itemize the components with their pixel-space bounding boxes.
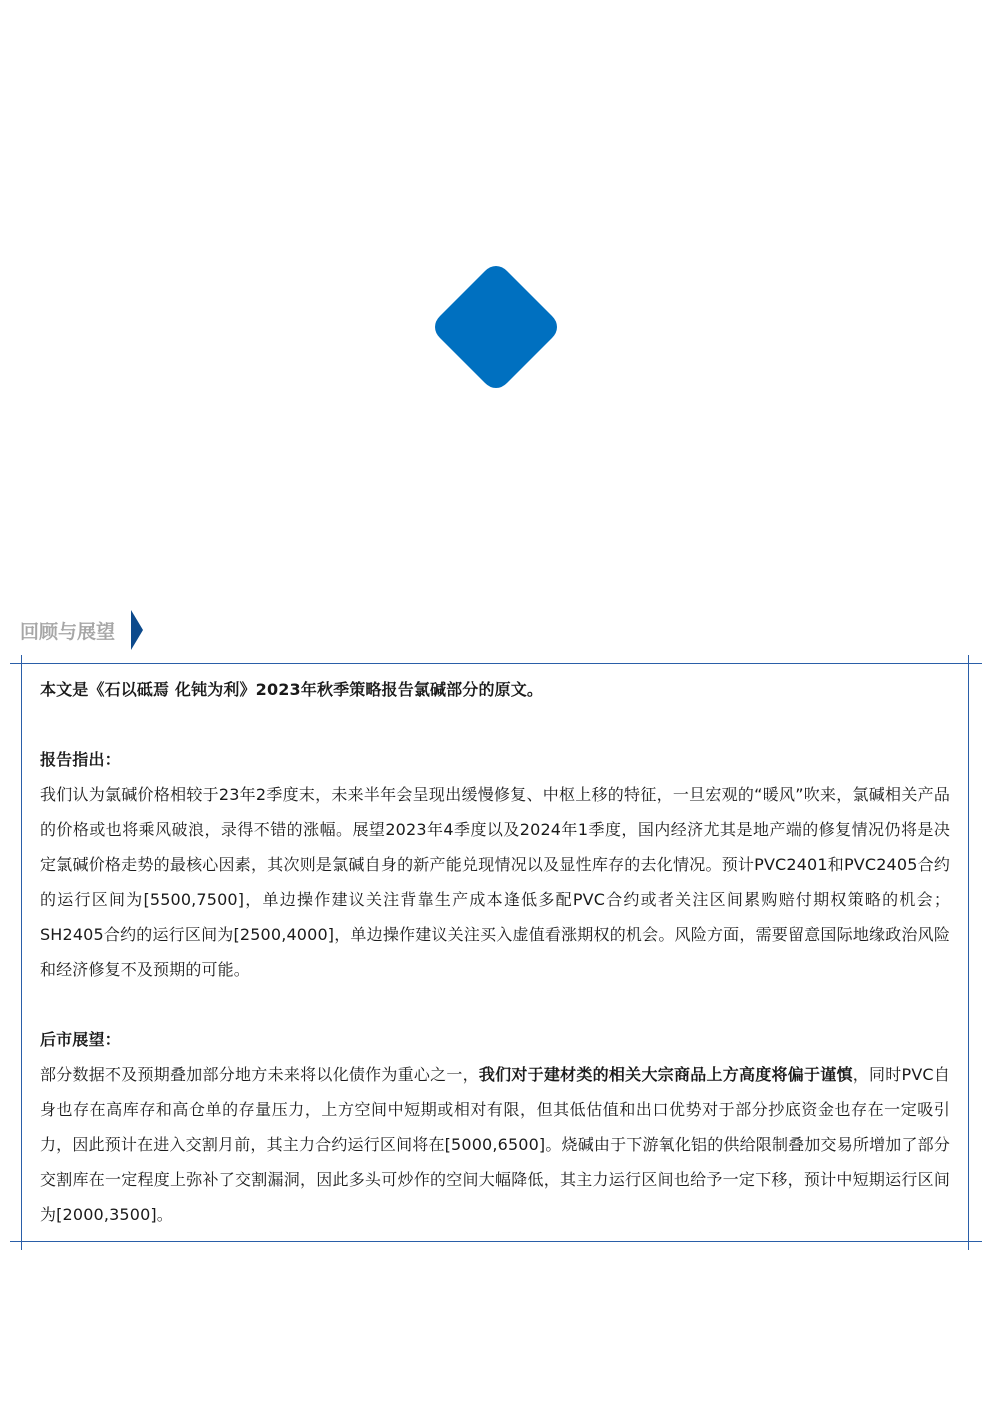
diamond-logo-icon [431,262,561,392]
section-title: 回顾与展望 [20,620,116,643]
outlook-heading: 后市展望： [40,1030,121,1049]
paragraph-gap [40,707,950,742]
frame-right-line [968,655,969,1250]
frame-bottom-line [10,1241,982,1242]
chevron-right-icon [131,610,143,650]
report-content [40,672,950,1232]
frame-left-line [21,655,22,1250]
outlook-body-part-2: ，同时PVC自身也存在高库存和高仓单的存量压力，上方空间中短期或相对有限，但其低估值和出口优势对于部分抄底资金也存在一定吸引力，因此预计在进入交割月前，其主力合约运行区间将在[5000,6500]。烧碱由于下游氧化铝的供给限制叠加交易所增加了部分交割库在一定程度上弥补了交割漏洞，因此多头可炒作的空间大幅降低，其主力运行区间也给予一定下移，预计中短期运行区间为[2000,3500]。 [40,1065,951,1224]
outlook-body [40,1057,950,1232]
section-header [20,610,143,650]
report-heading: 报告指出： [40,750,121,769]
outlook-body-part-1: 部分数据不及预期叠加部分地方未来将以化债作为重心之一， [40,1065,479,1084]
intro-text: 本文是《石以砥焉 化钝为利》2023年秋季策略报告氯碱部分的原文。 [40,680,544,699]
outlook-body-emphasis: 我们对于建材类的相关大宗商品上方高度将偏于谨慎 [478,1065,853,1084]
frame-top-line [10,663,982,664]
report-body: 我们认为氯碱价格相较于23年2季度末，未来半年会呈现出缓慢修复、中枢上移的特征，一旦宏观的“暖风”吹来，氯碱相关产品的价格或也将乘风破浪，录得不错的涨幅。展望2023年4季度以及2024年1季度，国内经济尤其是地产端的修复情况仍将是决定氯碱价格走势的最核心因素，其次则是氯碱自身的新产能兑现情况以及显性库存的去化情况。预计PVC2401和PVC2405合约的运行区间为[5500,7500]，单边操作建议关注背靠生产成本逢低多配PVC合约或者关注区间累购赔付期权策略的机会；SH2405合约的运行区间为[2500,4000]，单边操作建议关注买入虚值看涨期权的机会。风险方面，需要留意国际地缘政治风险和经济修复不及预期的可能。 [40,785,950,979]
paragraph-gap [40,987,950,1022]
